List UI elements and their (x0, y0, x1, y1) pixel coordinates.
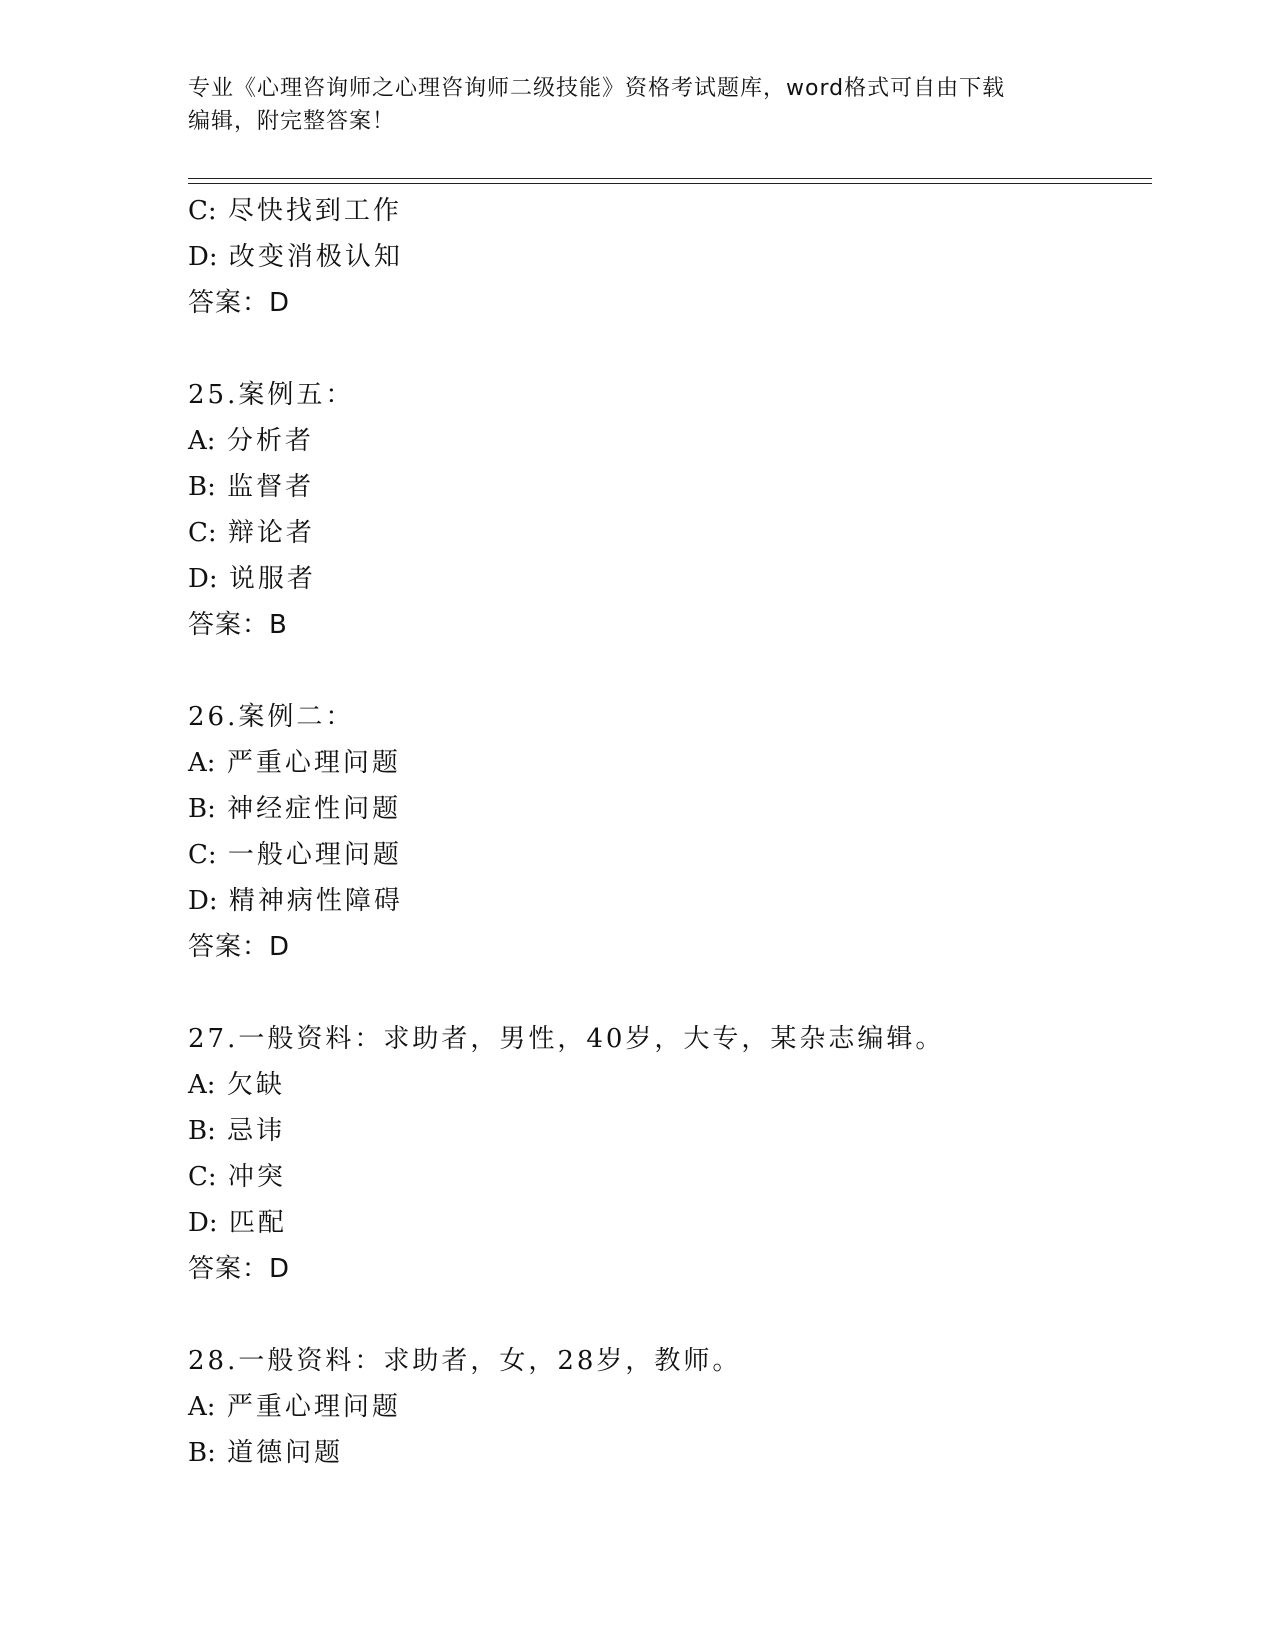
question-title: 28.一般资料：求助者，女，28岁，教师。 (188, 1346, 742, 1376)
option-letter: D: (188, 564, 218, 594)
spacer (188, 326, 1148, 372)
answer-line: 答案：D (188, 1254, 291, 1284)
option-c (188, 832, 1148, 878)
option-a (188, 418, 1148, 464)
question-title: 27.一般资料：求助者，男性，40岁，大专，某杂志编辑。 (188, 1024, 945, 1054)
option-letter: D: (188, 886, 218, 916)
header-divider-top (188, 178, 1152, 179)
option-text: 改变消极认知 (228, 242, 403, 272)
option-c (188, 510, 1148, 556)
option-b (188, 1108, 1148, 1154)
option-text: 精神病性障碍 (228, 886, 403, 916)
option-c (188, 1154, 1148, 1200)
option-letter: D: (188, 242, 218, 272)
option-c (188, 188, 1148, 234)
header-line-1: 专业《心理咨询师之心理咨询师二级技能》资格考试题库，word格式可自由下载 (188, 76, 1006, 101)
option-letter: B: (188, 1116, 216, 1146)
spacer (188, 1292, 1148, 1338)
option-letter: B: (188, 472, 216, 502)
answer-line: 答案：B (188, 610, 288, 640)
option-d (188, 556, 1148, 602)
option-d (188, 878, 1148, 924)
option-a (188, 1384, 1148, 1430)
option-letter: C: (188, 840, 217, 870)
option-letter: A: (188, 1070, 216, 1100)
option-text: 忌讳 (227, 1116, 286, 1146)
option-text: 辩论者 (227, 518, 315, 548)
option-text: 冲突 (227, 1162, 286, 1192)
option-d (188, 1200, 1148, 1246)
option-letter: A: (188, 748, 216, 778)
option-b (188, 464, 1148, 510)
question-list (188, 188, 1148, 1476)
option-letter: C: (188, 196, 217, 226)
option-letter: C: (188, 518, 217, 548)
option-text: 严重心理问题 (226, 1392, 401, 1422)
option-letter: C: (188, 1162, 217, 1192)
document-header (188, 72, 1088, 138)
spacer (188, 648, 1148, 694)
question-title: 26.案例二： (188, 702, 355, 732)
option-letter: A: (188, 426, 216, 456)
option-text: 欠缺 (226, 1070, 285, 1100)
header-divider-bottom (188, 183, 1152, 184)
option-text: 监督者 (227, 472, 315, 502)
option-text: 一般心理问题 (227, 840, 402, 870)
option-letter: B: (188, 1438, 216, 1468)
option-b (188, 1430, 1148, 1476)
option-a (188, 740, 1148, 786)
option-text: 匹配 (228, 1208, 287, 1238)
option-letter: B: (188, 794, 216, 824)
option-text: 道德问题 (227, 1438, 344, 1468)
option-text: 分析者 (226, 426, 314, 456)
option-b (188, 786, 1148, 832)
option-text: 严重心理问题 (226, 748, 401, 778)
question-title: 25.案例五： (188, 380, 355, 410)
option-letter: A: (188, 1392, 216, 1422)
option-a (188, 1062, 1148, 1108)
option-letter: D: (188, 1208, 218, 1238)
answer-line: 答案：D (188, 932, 291, 962)
option-d (188, 234, 1148, 280)
header-line-2: 编辑，附完整答案！ (188, 109, 396, 134)
option-text: 神经症性问题 (227, 794, 402, 824)
option-text: 尽快找到工作 (227, 196, 402, 226)
answer-line: 答案：D (188, 288, 291, 318)
spacer (188, 970, 1148, 1016)
option-text: 说服者 (228, 564, 316, 594)
